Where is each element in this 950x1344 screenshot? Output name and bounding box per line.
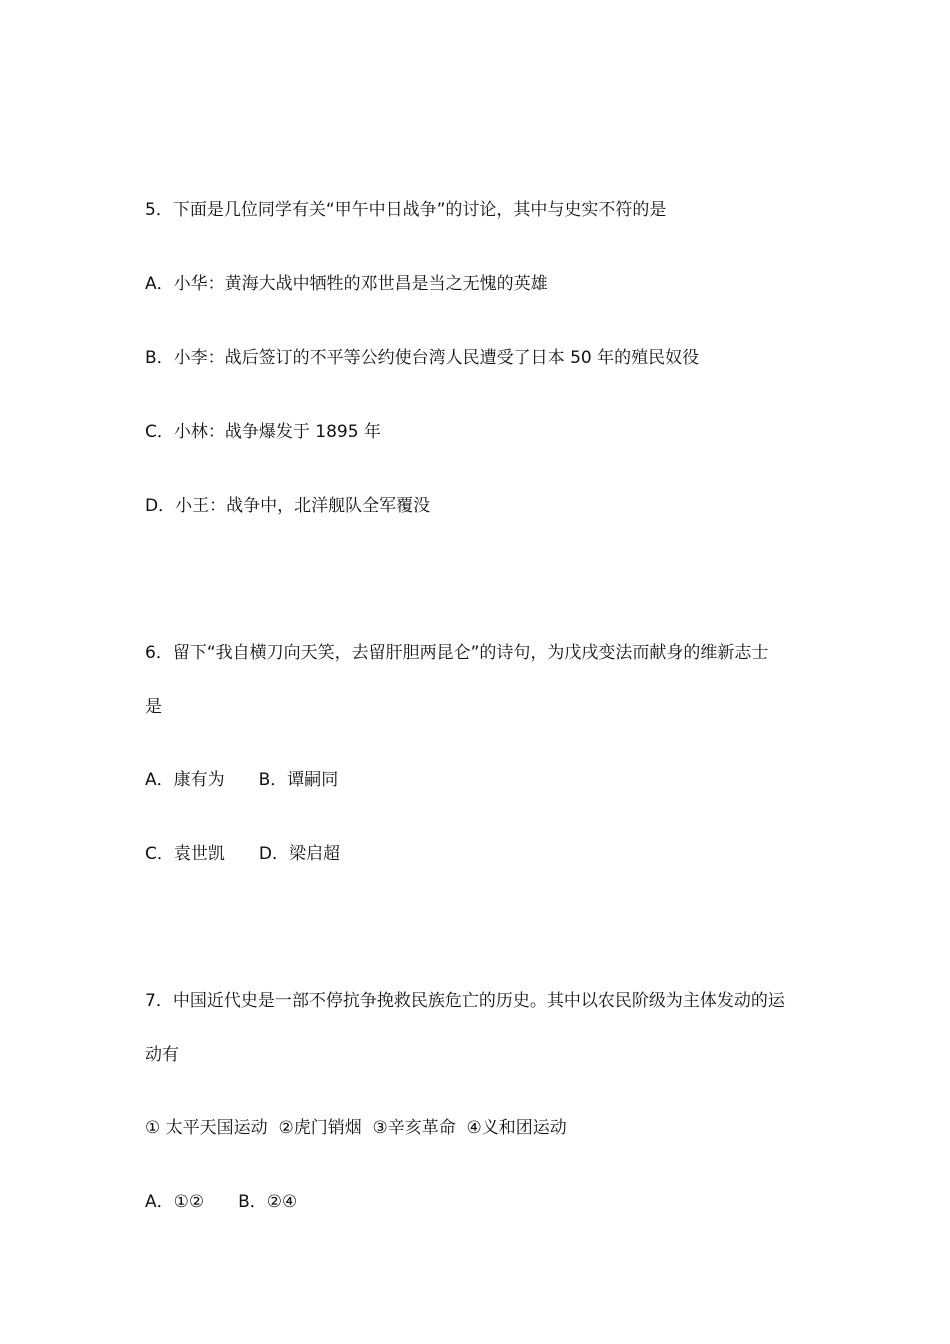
q7-options-row1	[145, 1190, 297, 1214]
q5-stem: 5．下面是几位同学有关“甲午中日战争”的讨论，其中与史实不符的是	[145, 200, 667, 220]
q5-option-d: D．小王：战争中，北洋舰队全军覆没	[145, 496, 431, 516]
q5-option-c: C．小林：战争爆发于 1895 年	[145, 422, 381, 442]
q6-option-b: B．谭嗣同	[258, 770, 339, 790]
q6-stem-line1: 6．留下“我自横刀向天笑，去留肝胆两昆仑”的诗句，为戊戌变法而献身的维新志士	[145, 643, 769, 663]
q7-option-b: B．②④	[238, 1192, 298, 1212]
q7-option-a: A．①②	[145, 1192, 205, 1212]
q6-option-c: C．袁世凯	[145, 844, 225, 864]
q6-options-row1	[145, 768, 338, 792]
q7-items: ① 太平天国运动 ②虎门销烟 ③辛亥革命 ④义和团运动	[145, 1118, 567, 1138]
q6-options-row2	[145, 842, 340, 866]
q7-stem-line1: 7．中国近代史是一部不停抗争挽救民族危亡的历史。其中以农民阶级为主体发动的运	[145, 991, 785, 1011]
q6-option-d: D．梁启超	[258, 844, 340, 864]
q6-option-a: A．康有为	[145, 770, 225, 790]
q6-stem-line2: 是	[145, 697, 162, 717]
q5-option-b: B．小李：战后签订的不平等公约使台湾人民遭受了日本 50 年的殖民奴役	[145, 348, 700, 368]
q5-option-a: A．小华：黄海大战中牺牲的邓世昌是当之无愧的英雄	[145, 274, 548, 294]
q7-stem-line2: 动有	[145, 1045, 179, 1065]
